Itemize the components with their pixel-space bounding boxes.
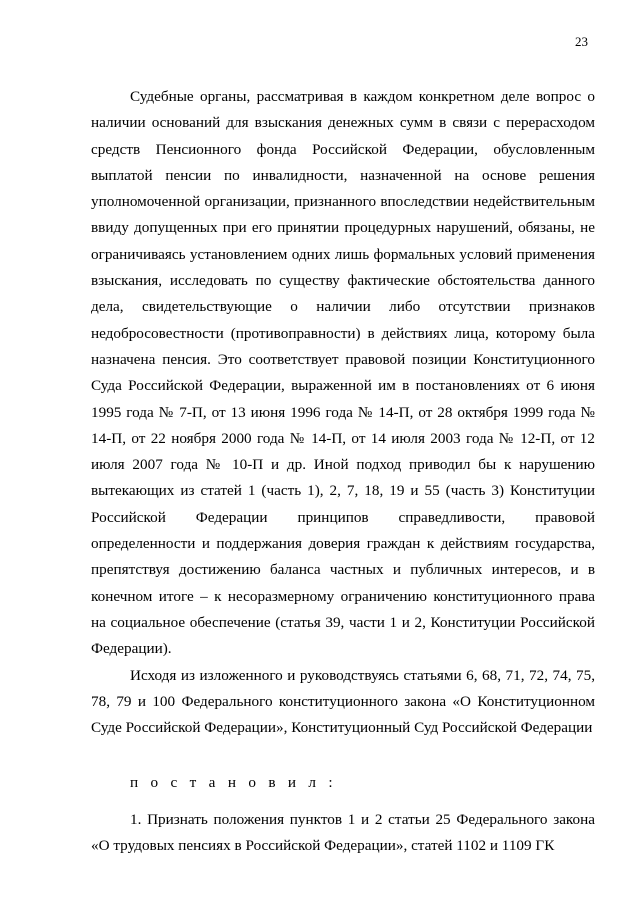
document-body xyxy=(91,84,595,859)
paragraph-resolution-item-1: 1. Признать положения пунктов 1 и 2 статьи 25 Федерального закона «О трудовых пенсиях в Российской Федерации», статей 1102 и 1109 ГК xyxy=(91,810,595,855)
paragraph-legal-basis: Исходя из изложенного и руководствуясь статьями 6, 68, 71, 72, 74, 75, 78, 79 и 100 Федерального конституционного закона «О Конституционном Суде Российской Федерации», Конституционный Суд Российской Федерации xyxy=(91,666,595,737)
paragraph-court-obligations: Судебные органы, рассматривая в каждом конкретном деле вопрос о наличии оснований для взыскания денежных сумм в связи с перерасходом средств Пенсионного фонда Российской Федерации, обусловленным выплатой пенсии по инвалидности, назначенной на основе решения уполномоченной организации, признанного впоследствии недействительным ввиду допущенных при его принятии процедурных нарушений, обязаны, не ограничиваясь установлением одних лишь формальных условий применения взыскания, исследовать по существу фактические обстоятельства данного дела, свидетельствующие о наличии либо отсутствии признаков недобросовестности (противоправности) в действиях лица, которому была назначена пенсия. Это соответствует правовой позиции Конституционного Суда Российской Федерации, выраженной им в постановлениях от 6 июня 1995 года № 7-П, от 13 июня 1996 года № 14-П, от 28 октября 1999 года № 14-П, от 22 ноября 2000 года № 14-П, от 14 июля 2003 года № 12-П, от 12 июля 2007 года № 10-П и др. Иной подход приводил бы к нарушению вытекающих из статей 1 (часть 1), 2, 7, 18, 19 и 55 (часть 3) Конституции Российской Федерации принципов справедливости, правовой определенности и поддержания доверия граждан к действиям государства, препятствуя достижению баланса частных и публичных интересов, и в конечном итоге – к несоразмерному ограничению конституционного права на социальное обеспечение (статья 39, части 1 и 2, Конституции Российской Федерации). xyxy=(91,88,595,658)
page-number: 23 xyxy=(575,34,588,49)
resolution-heading: п о с т а н о в и л : xyxy=(130,774,337,792)
